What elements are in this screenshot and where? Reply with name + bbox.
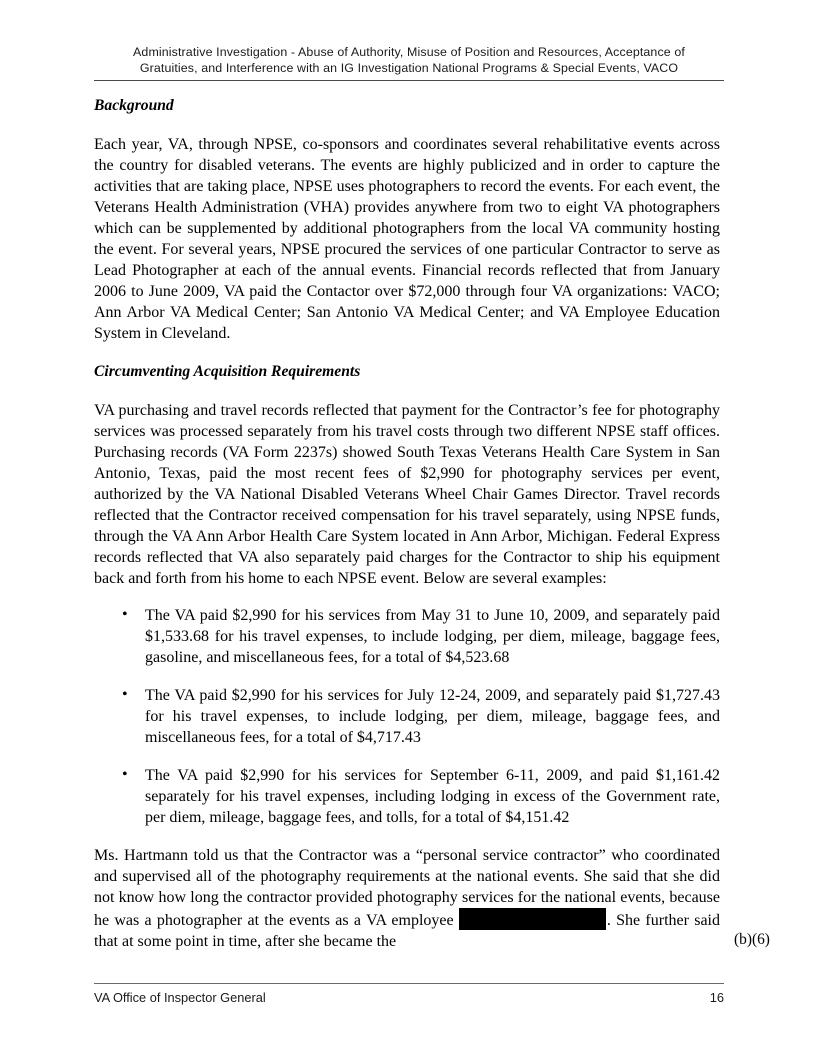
- header-title-line-1: Administrative Investigation - Abuse of Authority, Misuse of Position and Resources, Acceptance of: [133, 45, 685, 59]
- paragraph-background: Each year, VA, through NPSE, co-sponsors and coordinates several rehabilitative events across the country for disabled veterans. The events are highly publicized and in order to capture the activities that are taking place, NPSE uses photographers to record the events. For each event, the Veterans Health Administration (VHA) provides anywhere from two to eight VA photographers which can be supplemented by additional photographers from the local VA community hosting the event. For several years, NPSE procured the services of one particular Contractor to serve as Lead Photographer at each of the annual events. Financial records reflected that from January 2006 to June 2009, VA paid the Contactor over $72,000 through four VA organizations: VACO; Ann Arbor VA Medical Center; San Antonio VA Medical Center; and VA Employee Education System in Cleveland.: [94, 136, 720, 342]
- list-item-text: The VA paid $2,990 for his services from May 31 to June 10, 2009, and separately paid $1,533.68 for his travel expenses, to include lodging, per diem, mileage, baggage fees, gasoline, and miscellaneous fees, for a total of $4,523.68: [145, 607, 720, 666]
- paragraph-circumventing-intro: VA purchasing and travel records reflected that payment for the Contractor’s fee for photography services was processed separately from his travel costs through two different NPSE staff offices. Purchasing records (VA Form 2237s) showed South Texas Veterans Health Care System in San Antonio, Texas, paid the most recent fees of $2,990 for photography services per event, authorized by the VA National Disabled Veterans Wheel Chair Games Director. Travel records reflected that the Contractor received compensation for his travel separately, using NPSE funds, through the VA Ann Arbor Health Care System located in Ann Arbor, Michigan. Federal Express records reflected that VA also separately paid charges for the Contractor to ship his equipment back and forth from his home to each NPSE event. Below are several examples:: [94, 402, 720, 587]
- document-body: [94, 96, 720, 970]
- section-heading-circumventing-acquisition-requirements: Circumventing Acquisition Requirements: [94, 363, 361, 380]
- page-footer: [94, 983, 724, 1005]
- header-divider: [94, 80, 724, 81]
- header-title-line-2: Gratuities, and Interference with an IG Investigation National Programs & Special Events, VACO: [139, 61, 679, 75]
- paragraph-hartmann-statement: [94, 845, 720, 952]
- footer-divider: [94, 983, 724, 984]
- section-heading-background: Background: [94, 97, 174, 114]
- footer-organization: VA Office of Inspector General: [94, 990, 266, 1005]
- redaction-block: [459, 908, 606, 930]
- list-item: [94, 765, 720, 828]
- paragraph-text-before-redaction: Ms. Hartmann told us that the Contractor was a “personal service contractor” who coordinated and supervised all of the photography requirements at the national events. She said that she did not know how long the contractor provided photography services for the national events, because he was a photographer at the events as a VA employee: [94, 847, 720, 929]
- list-item-text: The VA paid $2,990 for his services for July 12-24, 2009, and separately paid $1,727.43 for his travel expenses, to include lodging, per diem, mileage, baggage fees, and miscellaneous fees, for a total of $4,717.43: [145, 687, 720, 746]
- page-header: [94, 44, 724, 81]
- list-item: [94, 605, 720, 668]
- list-item: [94, 685, 720, 748]
- bullet-icon: •: [122, 686, 128, 703]
- examples-bullet-list: [94, 605, 720, 828]
- bullet-icon: •: [122, 766, 128, 783]
- footer-page-number: 16: [709, 990, 724, 1005]
- foia-exemption-marking: (b)(6): [734, 931, 770, 948]
- bullet-icon: •: [122, 606, 128, 623]
- paragraph-text-after-redaction: . She further said that at some point in time, after she became the: [94, 912, 720, 950]
- list-item-text: The VA paid $2,990 for his services for September 6-11, 2009, and paid $1,161.42 separately for his travel expenses, including lodging in excess of the Government rate, per diem, mileage, baggage fees, and tolls, for a total of $4,151.42: [145, 767, 720, 826]
